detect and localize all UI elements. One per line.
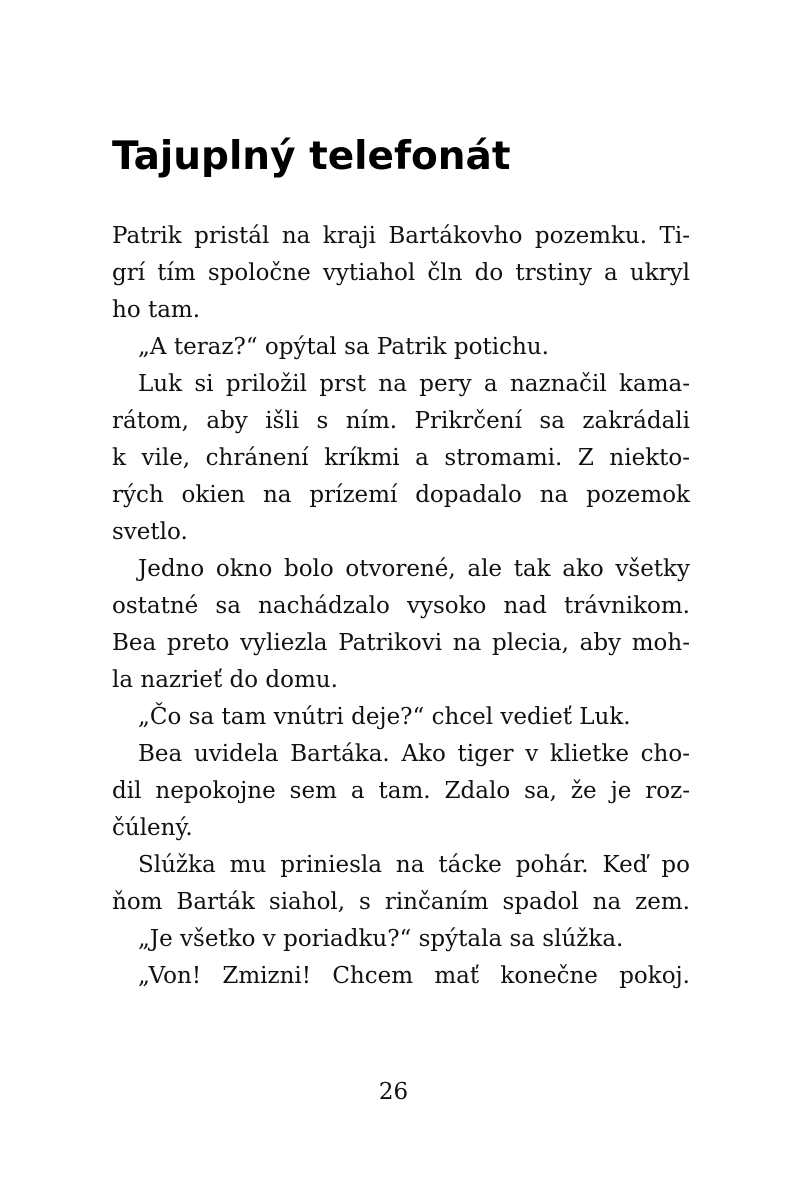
- body-text: [112, 218, 690, 995]
- text-line: Jedno okno bolo otvorené, ale tak ako všetky: [138, 556, 690, 582]
- text-line: rátom, aby išli s ním. Prikrčení sa zakrádali: [112, 408, 690, 434]
- text-line: čúlený.: [112, 815, 193, 841]
- text-line: „Čo sa tam vnútri deje?“ chcel vedieť Luk.: [138, 704, 631, 730]
- text-line: dil nepokojne sem a tam. Zdalo sa, že je roz-: [112, 778, 690, 804]
- text-line: la nazrieť do domu.: [112, 667, 338, 693]
- text-line: Luk si priložil prst na pery a naznačil kama-: [138, 371, 690, 397]
- text-line: ňom Barták siahol, s rinčaním spadol na zem.: [112, 889, 690, 915]
- page-number: 26: [378, 1079, 409, 1105]
- text-line: grí tím spoločne vytiahol čln do trstiny a ukryl: [112, 260, 690, 286]
- text-line: „Je všetko v poriadku?“ spýtala sa slúžka.: [138, 926, 624, 952]
- text-line: ostatné sa nachádzalo vysoko nad trávnikom.: [112, 593, 690, 619]
- text-line: ho tam.: [112, 297, 201, 323]
- text-line: svetlo.: [112, 519, 188, 545]
- text-line: Bea preto vyliezla Patrikovi na plecia, aby moh-: [112, 630, 690, 656]
- text-line: „A teraz?“ opýtal sa Patrik potichu.: [138, 334, 549, 360]
- text-line: Bea uvidela Bartáka. Ako tiger v klietke cho-: [138, 741, 690, 767]
- text-line: „Von! Zmizni! Chcem mať konečne pokoj.: [138, 963, 690, 989]
- chapter-title: Tajuplný telefonát: [112, 134, 511, 179]
- text-line: Slúžka mu priniesla na tácke pohár. Keď po: [138, 852, 690, 878]
- text-line: k vile, chránení kríkmi a stromami. Z niekto-: [112, 445, 690, 471]
- text-line: rých okien na prízemí dopadalo na pozemok: [112, 482, 690, 508]
- text-line: Patrik pristál na kraji Bartákovho pozemku. Ti-: [112, 223, 690, 249]
